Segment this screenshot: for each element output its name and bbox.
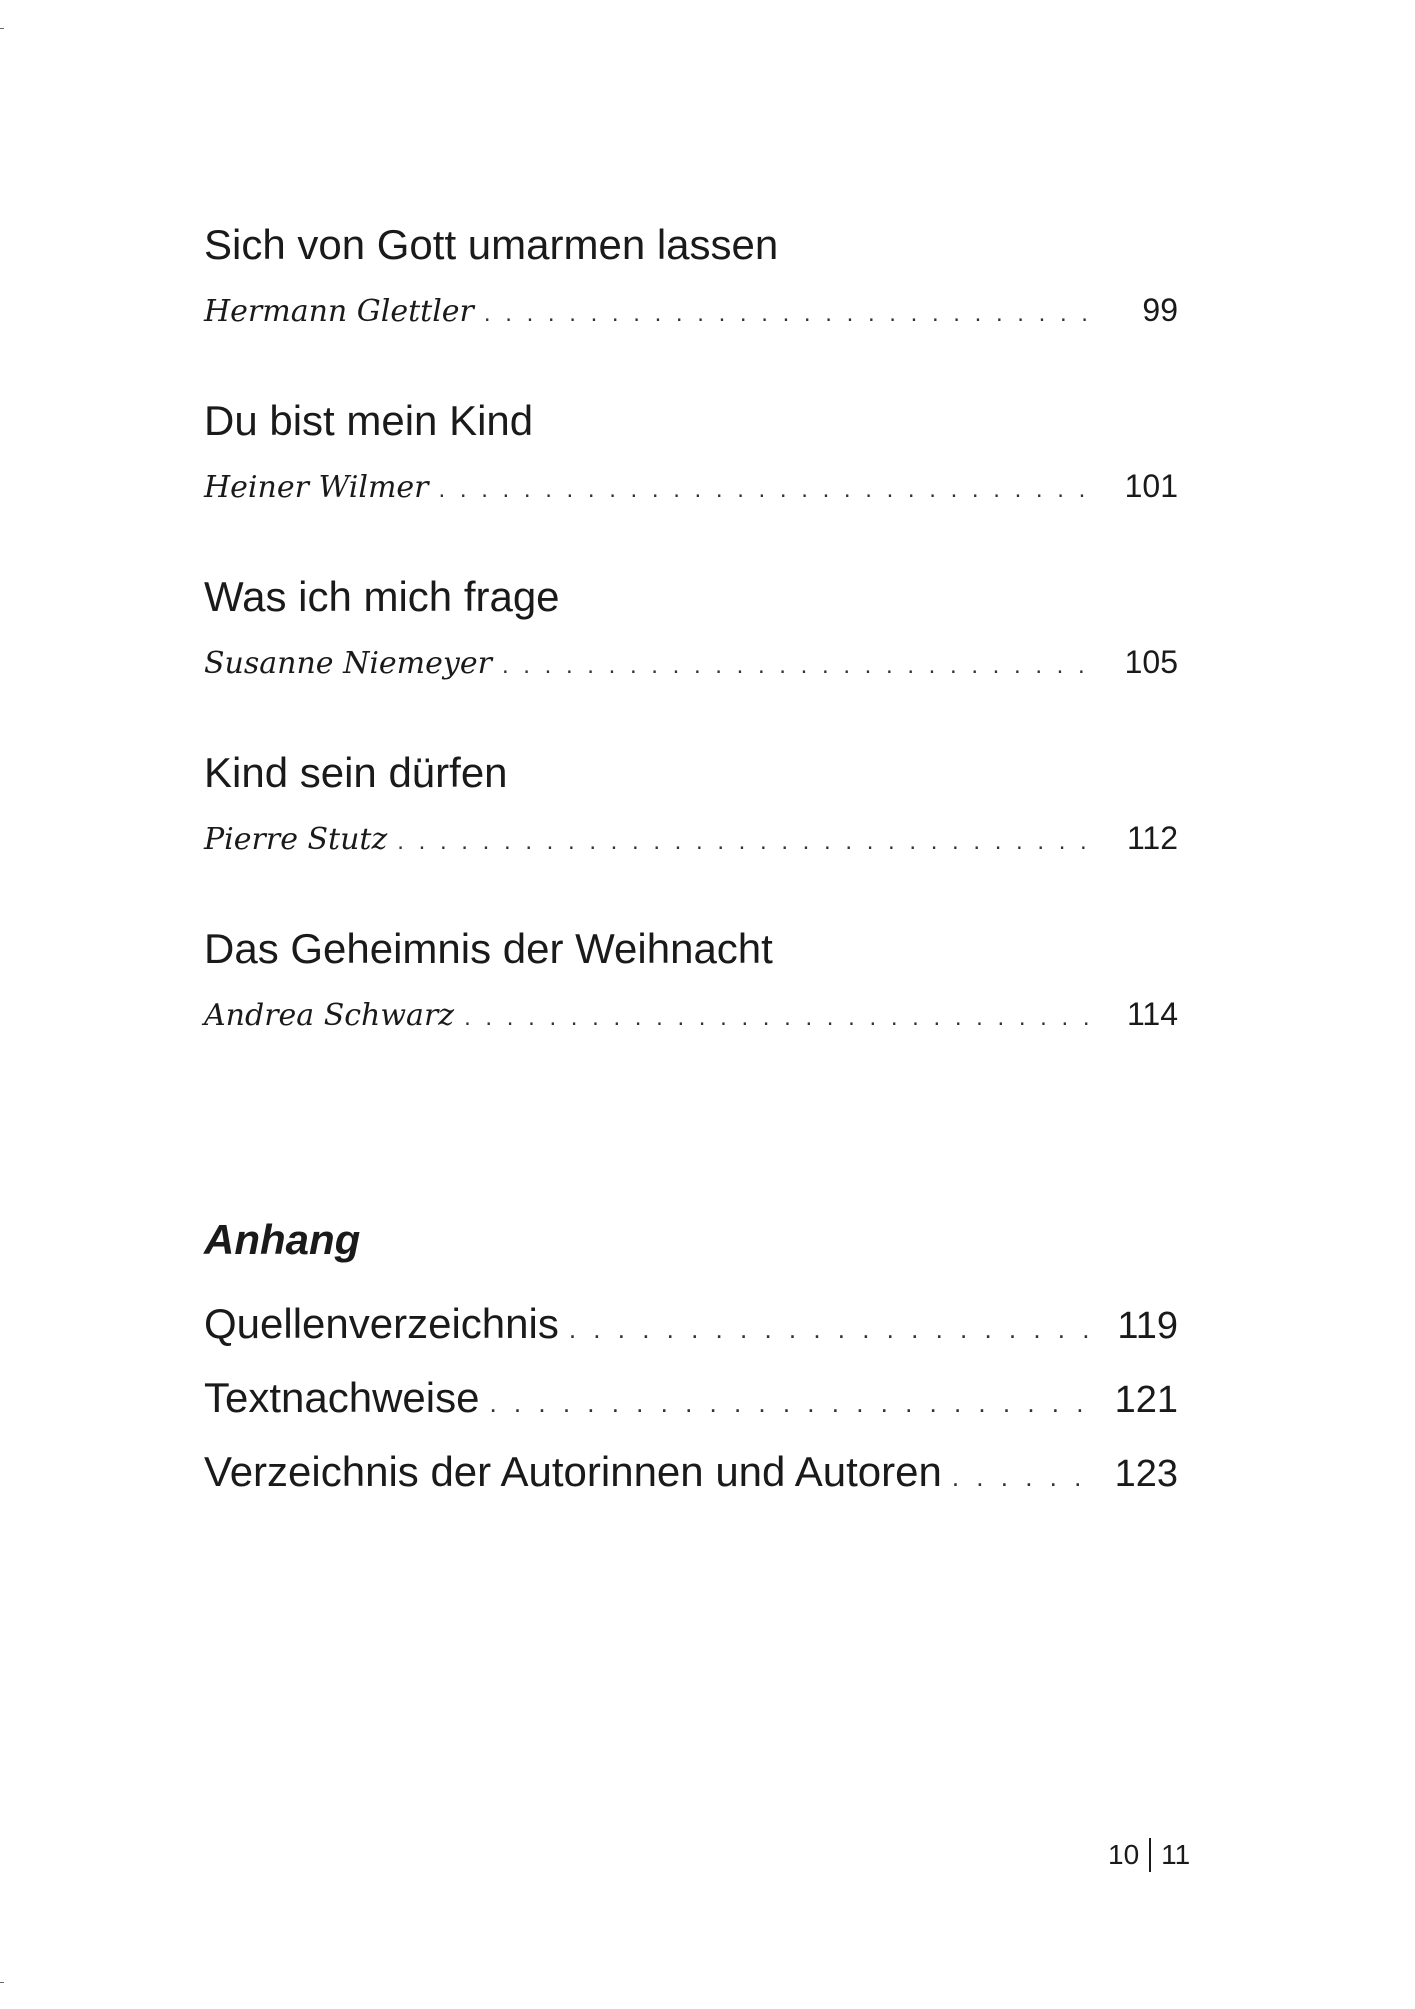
appendix-item-label: Verzeichnis der Autorinnen und Autoren [204,1448,942,1495]
entry-author: Andrea Schwarz [204,998,455,1033]
entry-author-row[interactable] [204,644,1178,681]
entry-page-number: 105 [1124,644,1178,680]
appendix-page-number: 119 [1117,1305,1178,1347]
dot-leader [502,652,1098,680]
appendix-item[interactable] [204,1374,1178,1422]
appendix-item-label: Textnachweise [204,1374,480,1421]
entry-page-number: 101 [1124,468,1178,504]
appendix-heading: Anhang [204,1216,361,1263]
entry-author: Hermann Glettler [204,294,474,329]
appendix-item-label: Quellenverzeichnis [204,1300,559,1347]
entry-page-number: 112 [1126,820,1178,856]
entry-author: Pierre Stutz [204,822,388,857]
entry-author-row[interactable] [204,292,1178,329]
dot-leader [569,1314,1098,1345]
folio-right-page: 11 [1161,1839,1191,1870]
entry-page-number: 114 [1126,996,1178,1032]
dot-leader [439,476,1098,504]
entry-author: Susanne Niemeyer [204,646,492,681]
appendix-page-number: 123 [1114,1453,1178,1495]
dot-leader [952,1462,1098,1493]
dot-leader [484,300,1098,328]
appendix-item[interactable] [204,1448,1178,1496]
folio [1108,1838,1190,1872]
folio-left-page: 10 [1108,1839,1140,1870]
entry-author-row[interactable] [204,468,1178,505]
entry-title: Das Geheimnis der Weihnacht [204,925,773,972]
entry-title: Kind sein dürfen [204,749,508,796]
entry-page-number: 99 [1142,292,1178,328]
appendix-item[interactable] [204,1300,1178,1348]
entry-author-row[interactable] [204,820,1178,857]
entry-author: Heiner Wilmer [204,470,429,505]
dot-leader [397,828,1098,856]
crop-mark-bottom [0,1982,4,1983]
appendix-page-number: 121 [1114,1379,1178,1421]
dot-leader [464,1004,1098,1032]
entry-author-row[interactable] [204,996,1178,1033]
entry-title: Was ich mich frage [204,573,560,620]
entry-title: Sich von Gott umarmen lassen [204,221,779,268]
folio-separator [1149,1838,1151,1872]
entry-title: Du bist mein Kind [204,397,534,444]
crop-mark-top [0,28,4,29]
dot-leader [489,1388,1098,1419]
